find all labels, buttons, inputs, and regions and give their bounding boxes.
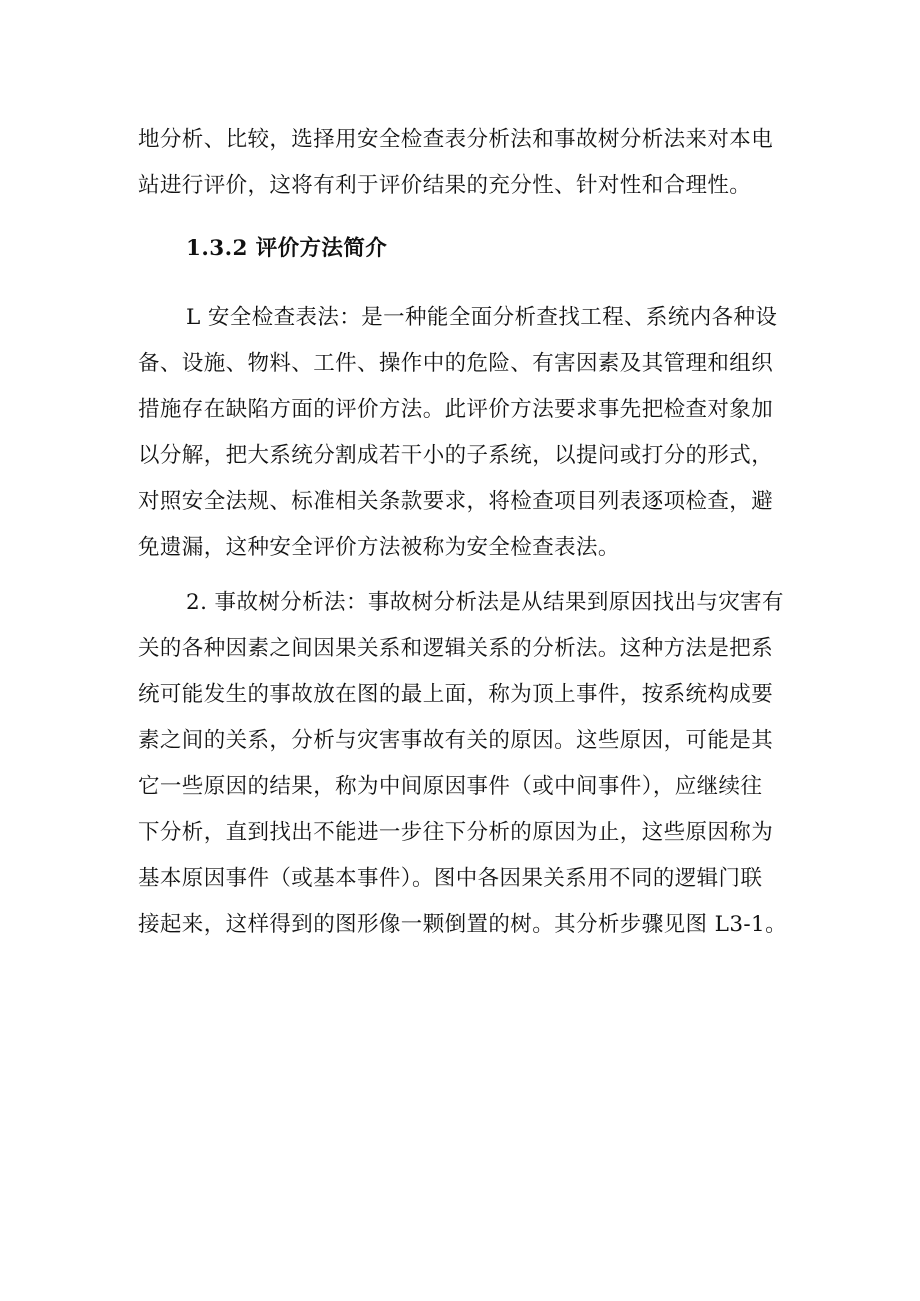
- text-line: 统可能发生的事故放在图的最上面，称为顶上事件，按系统构成要: [138, 682, 774, 707]
- text-line: 2. 事故树分析法：事故树分析法是从结果到原因找出与灾害有: [186, 590, 784, 615]
- section-heading-container: [138, 226, 798, 272]
- text-line: 免遗漏，这种安全评价方法被称为安全检查表法。: [138, 535, 620, 560]
- text-line: 以分解，把大系统分割成若干小的子系统，以提问或打分的形式，: [138, 443, 774, 468]
- text-line: 措施存在缺陷方面的评价方法。此评价方法要求事先把检查对象加: [138, 397, 774, 422]
- section-heading: 1.3.2 评价方法简介: [186, 236, 388, 261]
- text-line: 下分析，直到找出不能进一步往下分析的原因为止，这些原因称为: [138, 820, 774, 845]
- fault-tree-method-paragraph: [138, 580, 798, 948]
- text-line: 备、设施、物料、工件、操作中的危险、有害因素及其管理和组织: [138, 351, 774, 376]
- text-line: 关的各种因素之间因果关系和逻辑关系的分析法。这种方法是把系: [138, 636, 774, 661]
- text-line: L 安全检查表法：是一种能全面分析查找工程、系统内各种设: [186, 305, 778, 330]
- text-line: 它一些原因的结果，称为中间原因事件（或中间事件），应继续往: [138, 774, 763, 799]
- text-line: 地分析、比较，选择用安全检查表分析法和事故树分析法来对本电: [138, 127, 774, 152]
- text-line: 站进行评价，这将有利于评价结果的充分性、针对性和合理性。: [138, 173, 752, 198]
- checklist-method-paragraph: [138, 295, 798, 571]
- text-line: 素之间的关系，分析与灾害事故有关的原因。这些原因，可能是其: [138, 728, 774, 753]
- text-line: 基本原因事件（或基本事件）。图中各因果关系用不同的逻辑门联: [138, 866, 763, 891]
- text-line: 接起来，这样得到的图形像一颗倒置的树。其分析步骤见图 L3-1。: [138, 912, 788, 937]
- intro-paragraph: [138, 117, 798, 209]
- text-line: 对照安全法规、标准相关条款要求，将检查项目列表逐项检查，避: [138, 489, 774, 514]
